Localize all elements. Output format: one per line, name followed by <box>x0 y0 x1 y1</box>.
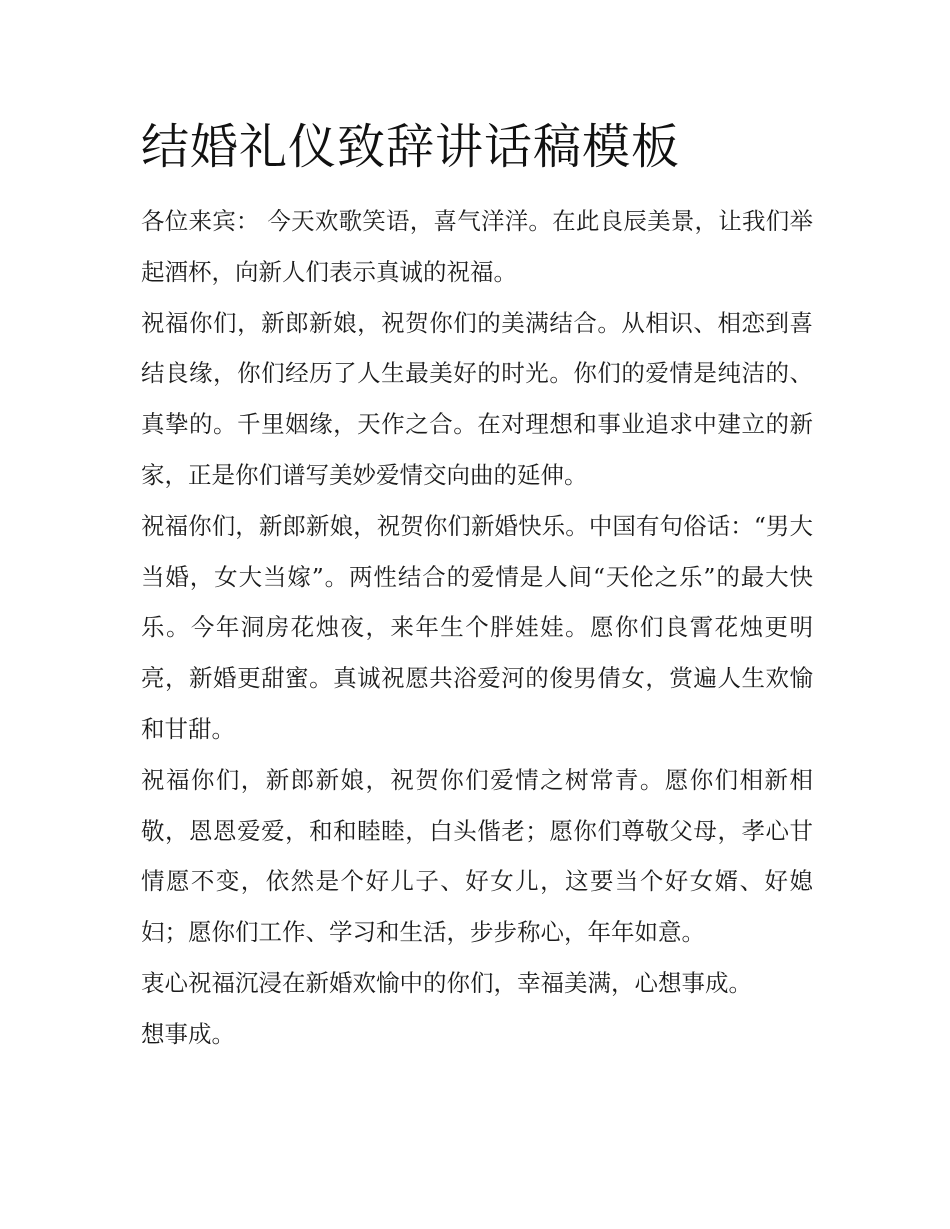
document-title: 结婚礼仪致辞讲话稿模板 <box>141 119 681 175</box>
document-body <box>141 116 813 1060</box>
paragraph-blessing-union: 祝福你们，新郎新娘，祝贺你们的美满结合。从相识、相恋到喜结良缘，你们经历了人生最美好的时光。你们的爱情是纯洁的、真挚的。千里姻缘，天作之合。在对理想和事业追求中建立的新家，正是你们谱写美妙爱情交向曲的延伸。 <box>141 308 813 489</box>
paragraph-blessing-love: 祝福你们，新郎新娘，祝贺你们爱情之树常青。愿你们相新相敬，恩恩爱爱，和和睦睦，白头偕老；愿你们尊敬父母，孝心甘情愿不变，依然是个好儿子、好女儿，这要当个好女婿、好媳妇；愿你们工作、学习和生活，步步称心，年年如意。 <box>141 765 813 947</box>
paragraph-greeting: 各位来宾： 今天欢歌笑语，喜气洋洋。在此良辰美景，让我们举起酒杯，向新人们表示真诚的祝福。 <box>141 207 813 286</box>
paragraph-closing: 衷心祝福沉浸在新婚欢愉中的你们，幸福美满，心想事成。 <box>141 968 752 997</box>
paragraph-trailing: 想事成。 <box>141 1019 235 1048</box>
paragraph-blessing-happiness: 祝福你们，新郎新娘，祝贺你们新婚快乐。中国有句俗话：“男大当婚，女大当嫁”。两性结合的爱情是人间“天伦之乐”的最大快乐。今年洞房花烛夜，来年生个胖娃娃。愿你们良霄花烛更明亮，新婚更甜蜜。真诚祝愿共浴爱河的俊男倩女，赏遍人生欢愉和甘甜。 <box>141 511 813 743</box>
